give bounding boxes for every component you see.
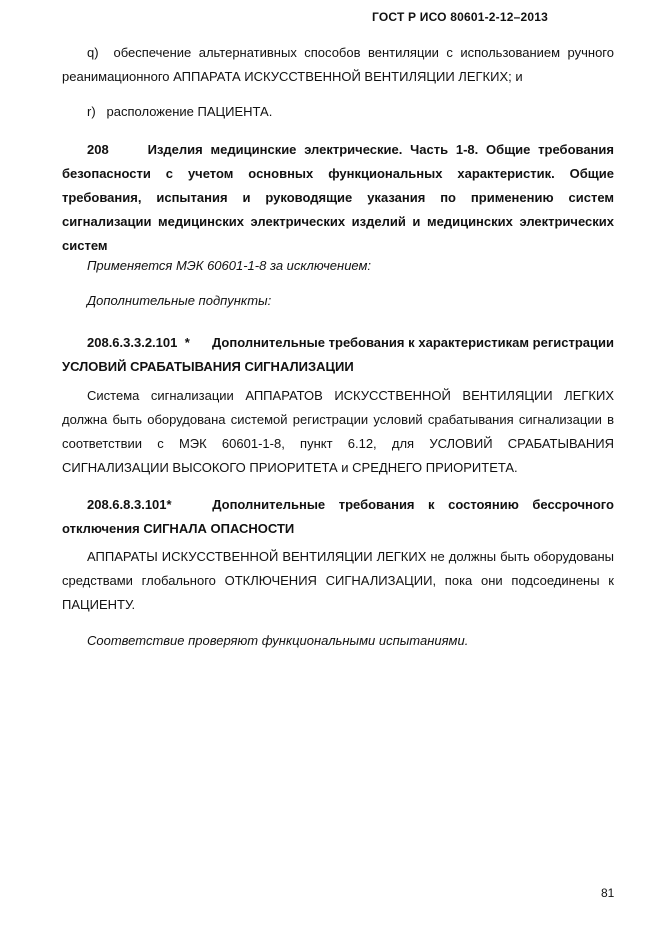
compliance-note: Соответствие проверяют функциональными испытаниями. xyxy=(87,633,469,648)
applies-note: Применяется МЭК 60601-1-8 за исключением: xyxy=(87,258,372,273)
subclause-1-body: Система сигнализации АППАРАТОВ ИСКУССТВЕННОЙ ВЕНТИЛЯЦИИ ЛЕГКИХ должна быть оборудована системой регистрации условий срабатывания сигнализации в соответствии с МЭК 60601-1-8, пункт 6.12, для УСЛОВИЙ СРАБАТЫВАНИЯ СИГНАЛИЗАЦИИ ВЫСОКОГО ПРИОРИТЕТА и СРЕДНЕГО ПРИОРИТЕТА. xyxy=(62,388,614,475)
list-marker: q) xyxy=(87,45,99,60)
subclause-number: 208.6.8.3.101 xyxy=(87,497,167,512)
subclause-1-heading xyxy=(62,331,614,379)
section-number: 208 xyxy=(87,142,109,157)
subclause-title: Дополнительные требования к характеристикам регистрации УСЛОВИЙ СРАБАТЫВАНИЯ СИГНАЛИЗАЦИИ xyxy=(62,335,614,374)
subclause-star: * xyxy=(166,497,172,512)
subclause-2-heading xyxy=(62,493,614,541)
subclause-2-body: АППАРАТЫ ИСКУССТВЕННОЙ ВЕНТИЛЯЦИИ ЛЕГКИХ не должны быть оборудованы средствами глобального ОТКЛЮЧЕНИЯ СИГНАЛИЗАЦИИ, пока они подсоединены к ПАЦИЕНТУ. xyxy=(62,549,614,612)
list-item-text: обеспечение альтернативных способов вентиляции с использованием ручного реанимационного АППАРАТА ИСКУССТВЕННОЙ ВЕНТИЛЯЦИИ ЛЕГКИХ; и xyxy=(62,45,614,84)
list-marker: r) xyxy=(87,104,96,119)
list-item-q xyxy=(62,41,614,89)
subclause-title: Дополнительные требования к состоянию бессрочного отключения СИГНАЛА ОПАСНОСТИ xyxy=(62,497,614,536)
document-header: ГОСТ Р ИСО 80601-2-12–2013 xyxy=(372,10,548,24)
subclause-star: * xyxy=(184,335,190,350)
page-number: 81 xyxy=(601,886,615,900)
additional-subclauses-note: Дополнительные подпункты: xyxy=(87,293,272,308)
section-title: Изделия медицинские электрические. Часть 1-8. Общие требования безопасности с учетом основных функциональных характеристик. Общие требования, испытания и руководящие указания по применению систем сигнализации медицинских электрических изделий и медицинских электрических систем xyxy=(62,142,614,253)
list-item-text: расположение ПАЦИЕНТА. xyxy=(106,104,273,119)
subclause-number: 208.6.3.3.2.101 xyxy=(87,335,178,350)
section-208-heading xyxy=(62,138,614,258)
list-item-r xyxy=(62,100,614,124)
